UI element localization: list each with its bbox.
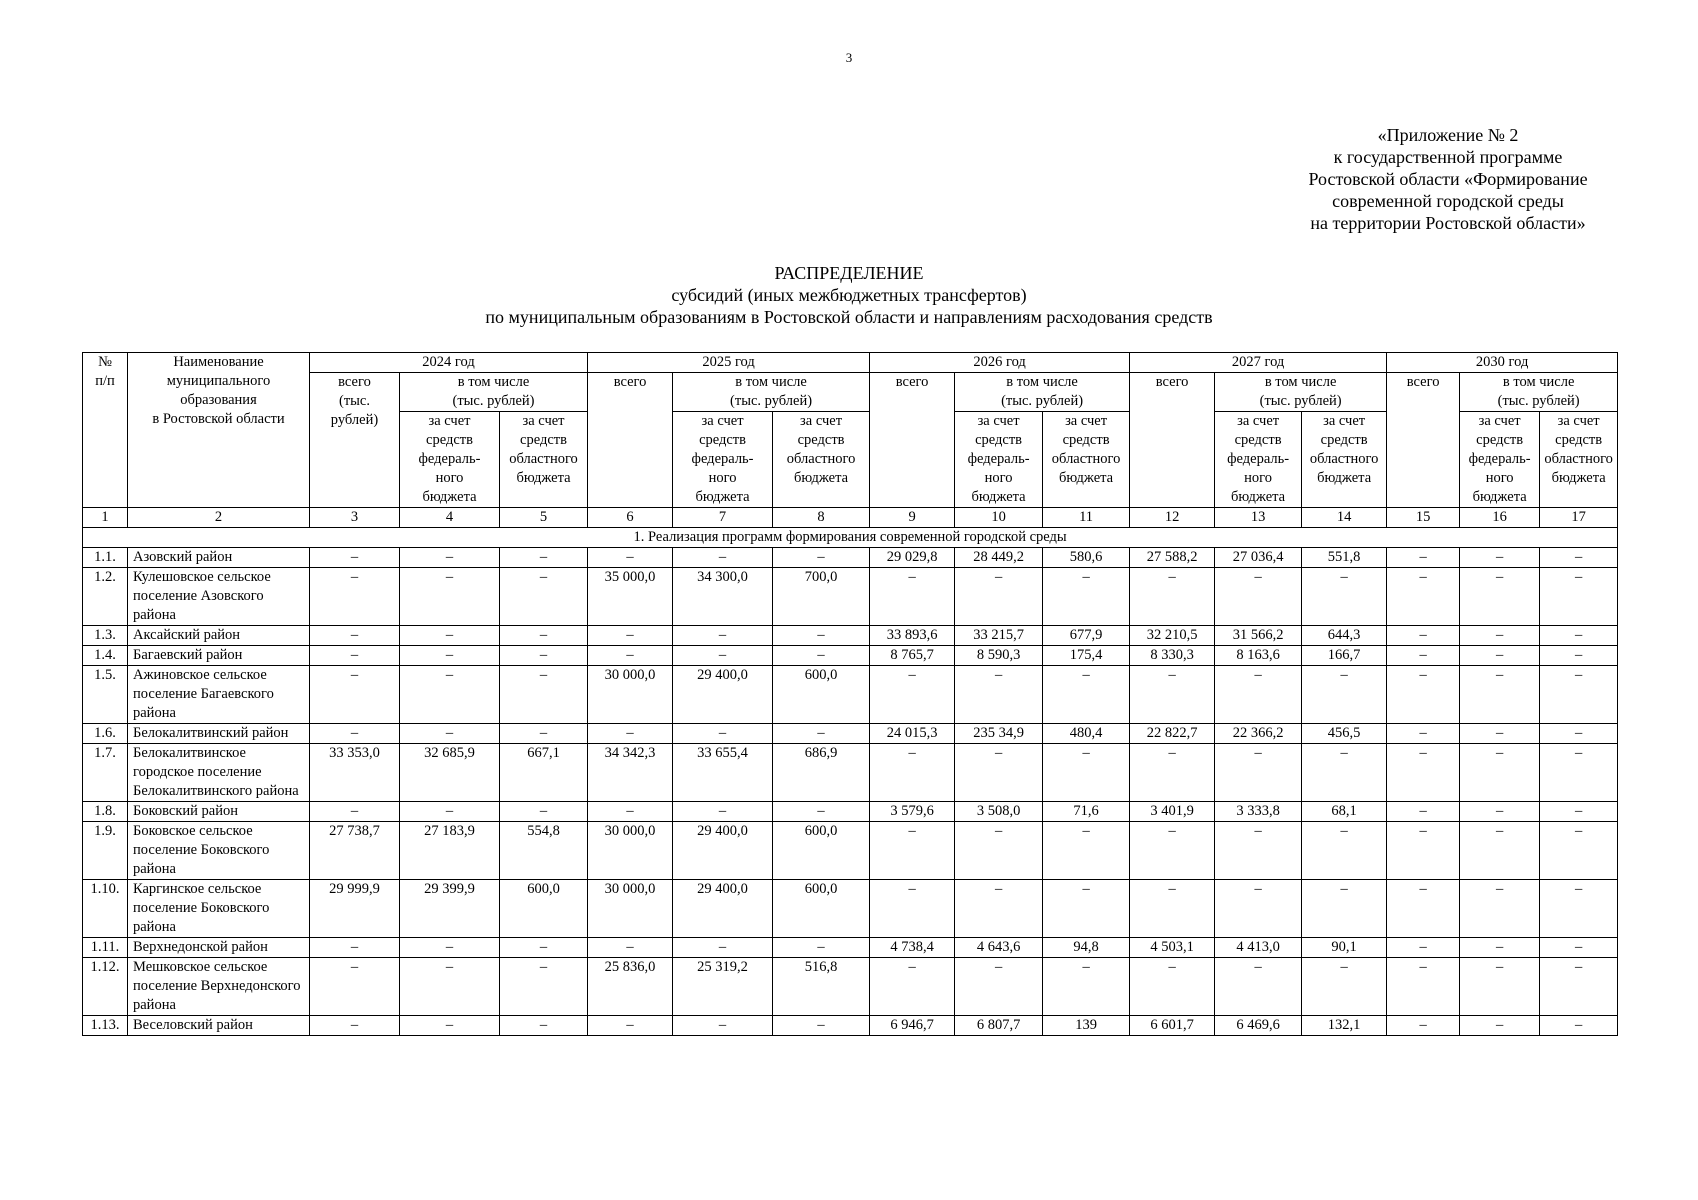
row-value: –: [773, 724, 870, 744]
appendix-line: на территории Ростовской области»: [1310, 213, 1586, 233]
header-federal: за счет средств федераль- ного бюджета: [1460, 412, 1540, 508]
row-value: –: [310, 938, 400, 958]
row-value: 456,5: [1302, 724, 1387, 744]
row-value: –: [1043, 822, 1130, 880]
row-value: –: [955, 568, 1043, 626]
row-value: 580,6: [1043, 548, 1130, 568]
row-value: 235 34,9: [955, 724, 1043, 744]
row-value: –: [1540, 802, 1618, 822]
title-line-1: РАСПРЕДЕЛЕНИЕ: [774, 263, 924, 283]
row-value: –: [1215, 880, 1302, 938]
row-value: 4 738,4: [870, 938, 955, 958]
row-value: –: [310, 1016, 400, 1036]
header-total: всего (тыс. рублей): [310, 373, 400, 508]
row-value: 30 000,0: [588, 822, 673, 880]
row-value: 600,0: [500, 880, 588, 938]
row-number: 1.13.: [83, 1016, 128, 1036]
row-value: –: [673, 724, 773, 744]
row-name: Боковский район: [128, 802, 310, 822]
row-value: –: [1460, 724, 1540, 744]
section-title: 1. Реализация программ формирования современной городской среды: [83, 528, 1618, 548]
row-value: –: [1387, 626, 1460, 646]
row-number: 1.6.: [83, 724, 128, 744]
row-value: –: [773, 1016, 870, 1036]
row-value: 554,8: [500, 822, 588, 880]
header-federal: за счет средств федераль- ного бюджета: [400, 412, 500, 508]
column-number: 15: [1387, 508, 1460, 528]
column-number: 9: [870, 508, 955, 528]
row-name: Аксайский район: [128, 626, 310, 646]
header-regional: за счет средств областного бюджета: [773, 412, 870, 508]
row-value: –: [400, 666, 500, 724]
title-line-3: по муниципальным образованиям в Ростовской области и направлениям расходования средств: [485, 307, 1213, 327]
header-including: в том числе (тыс. рублей): [673, 373, 870, 412]
row-value: –: [673, 548, 773, 568]
row-value: –: [500, 626, 588, 646]
row-value: –: [870, 568, 955, 626]
row-value: 32 685,9: [400, 744, 500, 802]
row-value: 34 300,0: [673, 568, 773, 626]
header-no: № п/п: [83, 353, 128, 508]
row-value: –: [588, 548, 673, 568]
row-number: 1.5.: [83, 666, 128, 724]
row-value: –: [955, 744, 1043, 802]
header-year: 2024 год: [310, 353, 588, 373]
row-name: Веселовский район: [128, 1016, 310, 1036]
row-value: 29 399,9: [400, 880, 500, 938]
header-total: всего: [1387, 373, 1460, 508]
row-value: –: [1302, 880, 1387, 938]
row-value: –: [1387, 548, 1460, 568]
row-value: 480,4: [1043, 724, 1130, 744]
row-value: –: [955, 880, 1043, 938]
table-row: [83, 646, 1618, 666]
row-value: 551,8: [1302, 548, 1387, 568]
row-value: –: [773, 802, 870, 822]
column-number: 16: [1460, 508, 1540, 528]
row-value: –: [500, 646, 588, 666]
column-number: 14: [1302, 508, 1387, 528]
row-value: –: [1043, 666, 1130, 724]
column-number: 10: [955, 508, 1043, 528]
column-number: 8: [773, 508, 870, 528]
row-value: –: [1460, 822, 1540, 880]
row-value: –: [1302, 822, 1387, 880]
row-name: Азовский район: [128, 548, 310, 568]
row-name: Кулешовское сельское поселение Азовского района: [128, 568, 310, 626]
row-value: 166,7: [1302, 646, 1387, 666]
row-value: –: [1460, 938, 1540, 958]
row-number: 1.3.: [83, 626, 128, 646]
header-regional: за счет средств областного бюджета: [500, 412, 588, 508]
row-value: –: [673, 1016, 773, 1036]
row-value: –: [1460, 880, 1540, 938]
table-row: [83, 744, 1618, 802]
table-header: [83, 353, 1618, 508]
header-total: всего: [870, 373, 955, 508]
row-value: 3 401,9: [1130, 802, 1215, 822]
row-value: 600,0: [773, 880, 870, 938]
row-value: 29 400,0: [673, 880, 773, 938]
row-value: –: [1460, 744, 1540, 802]
row-value: –: [500, 548, 588, 568]
row-value: 516,8: [773, 958, 870, 1016]
row-value: –: [870, 822, 955, 880]
row-value: –: [1460, 626, 1540, 646]
column-numbers-row: [83, 508, 1618, 528]
row-value: 33 215,7: [955, 626, 1043, 646]
row-name: Каргинское сельское поселение Боковского района: [128, 880, 310, 938]
row-value: –: [1215, 958, 1302, 1016]
row-number: 1.11.: [83, 938, 128, 958]
row-value: –: [500, 666, 588, 724]
row-value: 3 579,6: [870, 802, 955, 822]
row-value: –: [500, 724, 588, 744]
column-number: 3: [310, 508, 400, 528]
row-value: –: [1387, 724, 1460, 744]
row-value: 4 503,1: [1130, 938, 1215, 958]
row-value: –: [588, 802, 673, 822]
row-value: 4 413,0: [1215, 938, 1302, 958]
column-number: 17: [1540, 508, 1618, 528]
page-number: 3: [845, 50, 853, 65]
row-value: 29 029,8: [870, 548, 955, 568]
row-value: –: [588, 626, 673, 646]
row-name: Боковское сельское поселение Боковского района: [128, 822, 310, 880]
row-value: –: [1387, 958, 1460, 1016]
row-value: –: [1460, 548, 1540, 568]
row-value: 6 601,7: [1130, 1016, 1215, 1036]
row-number: 1.8.: [83, 802, 128, 822]
row-value: 132,1: [1302, 1016, 1387, 1036]
row-value: –: [1387, 666, 1460, 724]
row-value: 25 836,0: [588, 958, 673, 1016]
row-value: 71,6: [1043, 802, 1130, 822]
row-value: –: [673, 626, 773, 646]
distribution-table: [82, 352, 1618, 1036]
row-value: 28 449,2: [955, 548, 1043, 568]
row-value: 22 822,7: [1130, 724, 1215, 744]
row-value: –: [870, 744, 955, 802]
row-value: 27 183,9: [400, 822, 500, 880]
row-value: –: [1302, 666, 1387, 724]
row-value: –: [500, 568, 588, 626]
row-value: –: [1130, 744, 1215, 802]
header-regional: за счет средств областного бюджета: [1043, 412, 1130, 508]
row-value: –: [1540, 568, 1618, 626]
column-number: 11: [1043, 508, 1130, 528]
header-year: 2027 год: [1130, 353, 1387, 373]
row-value: 6 807,7: [955, 1016, 1043, 1036]
row-value: –: [1540, 1016, 1618, 1036]
row-value: 27 588,2: [1130, 548, 1215, 568]
row-value: –: [310, 724, 400, 744]
row-value: 8 590,3: [955, 646, 1043, 666]
row-value: –: [400, 1016, 500, 1036]
row-value: –: [673, 802, 773, 822]
row-value: –: [1460, 568, 1540, 626]
appendix-line: современной городской среды: [1332, 191, 1564, 211]
row-value: 33 353,0: [310, 744, 400, 802]
header-federal: за счет средств федераль- ного бюджета: [1215, 412, 1302, 508]
row-number: 1.1.: [83, 548, 128, 568]
row-value: –: [588, 1016, 673, 1036]
row-value: –: [1387, 744, 1460, 802]
row-name: Ажиновское сельское поселение Багаевского района: [128, 666, 310, 724]
row-value: 94,8: [1043, 938, 1130, 958]
row-value: –: [588, 724, 673, 744]
column-number: 5: [500, 508, 588, 528]
row-number: 1.12.: [83, 958, 128, 1016]
row-value: –: [1043, 744, 1130, 802]
row-value: –: [1540, 548, 1618, 568]
header-including: в том числе (тыс. рублей): [955, 373, 1130, 412]
row-value: –: [310, 958, 400, 1016]
row-value: –: [500, 938, 588, 958]
row-value: 34 342,3: [588, 744, 673, 802]
row-value: 30 000,0: [588, 666, 673, 724]
row-value: –: [1387, 568, 1460, 626]
row-value: 31 566,2: [1215, 626, 1302, 646]
row-value: 8 765,7: [870, 646, 955, 666]
header-name: Наименование муниципального образования в Ростовской области: [128, 353, 310, 508]
row-value: 6 469,6: [1215, 1016, 1302, 1036]
row-value: –: [955, 666, 1043, 724]
row-value: –: [1460, 802, 1540, 822]
row-value: –: [1540, 880, 1618, 938]
row-value: 600,0: [773, 822, 870, 880]
row-value: –: [870, 958, 955, 1016]
row-value: –: [955, 822, 1043, 880]
row-value: –: [1215, 666, 1302, 724]
row-value: –: [870, 666, 955, 724]
row-value: –: [400, 802, 500, 822]
row-value: –: [310, 626, 400, 646]
row-value: –: [400, 646, 500, 666]
appendix-line: к государственной программе: [1333, 147, 1563, 167]
header-federal: за счет средств федераль- ного бюджета: [673, 412, 773, 508]
row-number: 1.9.: [83, 822, 128, 880]
row-number: 1.10.: [83, 880, 128, 938]
row-value: –: [1043, 880, 1130, 938]
row-value: 22 366,2: [1215, 724, 1302, 744]
header-total: всего: [588, 373, 673, 508]
row-value: –: [673, 938, 773, 958]
row-value: 8 330,3: [1130, 646, 1215, 666]
row-value: –: [773, 646, 870, 666]
row-value: –: [1540, 958, 1618, 1016]
table-body: [83, 508, 1618, 1036]
row-value: 8 163,6: [1215, 646, 1302, 666]
row-value: 90,1: [1302, 938, 1387, 958]
row-value: 700,0: [773, 568, 870, 626]
row-value: –: [1387, 802, 1460, 822]
row-value: –: [1130, 958, 1215, 1016]
row-value: 175,4: [1043, 646, 1130, 666]
row-value: –: [773, 626, 870, 646]
row-value: 29 999,9: [310, 880, 400, 938]
row-value: 24 015,3: [870, 724, 955, 744]
row-value: –: [1540, 822, 1618, 880]
column-number: 13: [1215, 508, 1302, 528]
header-year: 2030 год: [1387, 353, 1618, 373]
row-value: –: [500, 1016, 588, 1036]
row-value: 25 319,2: [673, 958, 773, 1016]
header-regional: за счет средств областного бюджета: [1302, 412, 1387, 508]
row-value: –: [588, 646, 673, 666]
row-value: –: [1130, 880, 1215, 938]
row-value: 29 400,0: [673, 666, 773, 724]
row-value: –: [1215, 744, 1302, 802]
row-value: –: [500, 802, 588, 822]
row-value: –: [500, 958, 588, 1016]
row-value: 6 946,7: [870, 1016, 955, 1036]
row-value: 33 655,4: [673, 744, 773, 802]
header-regional: за счет средств областного бюджета: [1540, 412, 1618, 508]
row-value: 686,9: [773, 744, 870, 802]
table-row: [83, 1016, 1618, 1036]
row-value: 667,1: [500, 744, 588, 802]
row-value: 68,1: [1302, 802, 1387, 822]
row-value: –: [1302, 744, 1387, 802]
row-value: –: [1215, 822, 1302, 880]
row-value: 30 000,0: [588, 880, 673, 938]
title-line-2: субсидий (иных межбюджетных трансфертов): [671, 285, 1027, 305]
row-value: –: [1540, 626, 1618, 646]
row-value: –: [870, 880, 955, 938]
row-value: 29 400,0: [673, 822, 773, 880]
table-row: [83, 880, 1618, 938]
row-value: 3 333,8: [1215, 802, 1302, 822]
column-number: 2: [128, 508, 310, 528]
table-row: [83, 666, 1618, 724]
row-number: 1.4.: [83, 646, 128, 666]
table-row: [83, 938, 1618, 958]
column-number: 6: [588, 508, 673, 528]
table-row: [83, 548, 1618, 568]
table-row: [83, 724, 1618, 744]
row-value: –: [588, 938, 673, 958]
document-title: [0, 262, 1698, 328]
row-name: Белокалитвинский район: [128, 724, 310, 744]
header-total: всего: [1130, 373, 1215, 508]
column-number: 1: [83, 508, 128, 528]
table-row: [83, 626, 1618, 646]
row-value: –: [1302, 568, 1387, 626]
row-value: 139: [1043, 1016, 1130, 1036]
row-value: –: [1460, 666, 1540, 724]
header-including: в том числе (тыс. рублей): [1460, 373, 1618, 412]
table-row: [83, 958, 1618, 1016]
row-number: 1.7.: [83, 744, 128, 802]
header-federal: за счет средств федераль- ного бюджета: [955, 412, 1043, 508]
row-value: –: [400, 548, 500, 568]
row-name: Мешковское сельское поселение Верхнедонского района: [128, 958, 310, 1016]
row-value: –: [310, 548, 400, 568]
row-value: –: [1302, 958, 1387, 1016]
row-value: –: [310, 646, 400, 666]
row-value: 33 893,6: [870, 626, 955, 646]
row-value: –: [773, 548, 870, 568]
row-value: –: [400, 938, 500, 958]
row-value: 27 036,4: [1215, 548, 1302, 568]
row-value: –: [1460, 646, 1540, 666]
row-value: –: [1540, 724, 1618, 744]
row-value: –: [955, 958, 1043, 1016]
row-value: –: [1215, 568, 1302, 626]
row-value: –: [773, 938, 870, 958]
row-value: –: [1130, 822, 1215, 880]
row-name: Верхнедонской район: [128, 938, 310, 958]
appendix-line: «Приложение № 2: [1377, 125, 1519, 145]
appendix-line: Ростовской области «Формирование: [1308, 169, 1588, 189]
row-value: –: [1387, 1016, 1460, 1036]
section-row: [83, 528, 1618, 548]
row-value: –: [400, 958, 500, 1016]
row-value: –: [1130, 568, 1215, 626]
row-value: –: [1460, 958, 1540, 1016]
row-value: 3 508,0: [955, 802, 1043, 822]
row-value: –: [310, 802, 400, 822]
row-number: 1.2.: [83, 568, 128, 626]
row-value: –: [1540, 744, 1618, 802]
header-including: в том числе (тыс. рублей): [400, 373, 588, 412]
column-number: 7: [673, 508, 773, 528]
row-name: Белокалитвинское городское поселение Белокалитвинского района: [128, 744, 310, 802]
row-value: –: [1387, 938, 1460, 958]
row-value: –: [1043, 568, 1130, 626]
row-value: –: [1387, 880, 1460, 938]
row-value: –: [310, 666, 400, 724]
row-value: 35 000,0: [588, 568, 673, 626]
table-row: [83, 802, 1618, 822]
row-value: 4 643,6: [955, 938, 1043, 958]
table-row: [83, 568, 1618, 626]
row-value: –: [1540, 646, 1618, 666]
row-value: 644,3: [1302, 626, 1387, 646]
row-value: –: [673, 646, 773, 666]
row-value: –: [1387, 822, 1460, 880]
row-value: –: [400, 568, 500, 626]
header-year: 2026 год: [870, 353, 1130, 373]
row-value: –: [400, 724, 500, 744]
row-value: –: [400, 626, 500, 646]
row-value: 677,9: [1043, 626, 1130, 646]
table-row: [83, 822, 1618, 880]
column-number: 12: [1130, 508, 1215, 528]
row-value: 32 210,5: [1130, 626, 1215, 646]
row-value: –: [1540, 938, 1618, 958]
row-value: –: [310, 568, 400, 626]
row-value: 27 738,7: [310, 822, 400, 880]
row-value: –: [1130, 666, 1215, 724]
header-including: в том числе (тыс. рублей): [1215, 373, 1387, 412]
row-value: –: [1460, 1016, 1540, 1036]
header-year: 2025 год: [588, 353, 870, 373]
row-value: –: [1540, 666, 1618, 724]
row-name: Багаевский район: [128, 646, 310, 666]
row-value: –: [1387, 646, 1460, 666]
column-number: 4: [400, 508, 500, 528]
appendix-note: [1278, 124, 1618, 234]
row-value: –: [1043, 958, 1130, 1016]
row-value: 600,0: [773, 666, 870, 724]
